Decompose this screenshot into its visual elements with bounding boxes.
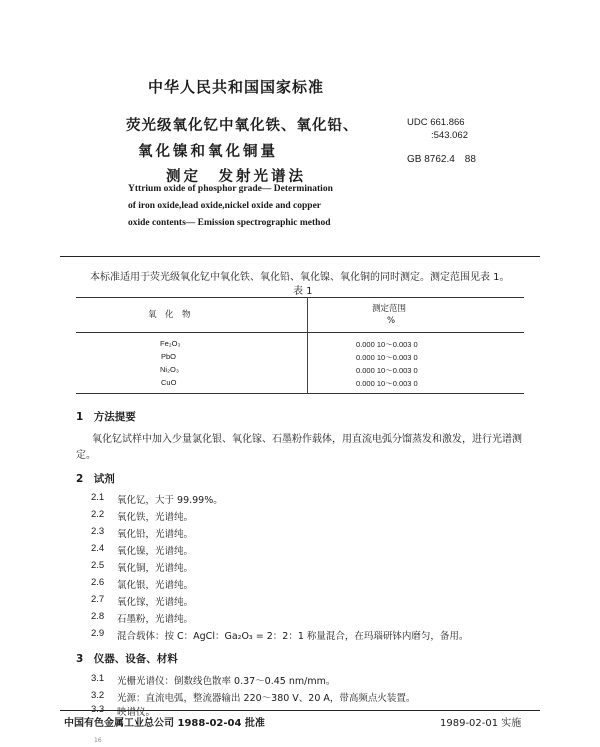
- reagent-text: 氧化铜，光谱纯。: [117, 563, 194, 574]
- table-header-range: 测定范围: [372, 304, 407, 314]
- table-cell-range: 0.000 10～0.003 0: [356, 353, 418, 362]
- table-caption: 表 1: [293, 286, 313, 297]
- table-top-border: [76, 297, 524, 298]
- table-cell-oxide: PbO: [161, 352, 177, 361]
- standard-title-line-1: 荧光级氧化钇中氧化铁、氧化铅、: [126, 118, 359, 134]
- table-column-divider: [307, 297, 308, 394]
- reagent-number: 2.3: [91, 526, 105, 537]
- header-divider: [60, 256, 540, 257]
- reagent-number: 2.2: [91, 509, 105, 520]
- reagent-number: 2.5: [91, 560, 105, 571]
- table-header-oxide: 氧 化 物: [148, 310, 191, 320]
- reagent-text: 氧化铅，光谱纯。: [117, 529, 194, 540]
- english-title-line-2: of iron oxide,lead oxide,nickel oxide and copper: [128, 201, 322, 211]
- reagent-text: 氧化镍，光谱纯。: [117, 546, 194, 557]
- table-cell-oxide: Ni₂O₃: [160, 365, 179, 374]
- english-title-line-3: oxide contents— Emission spectrographic method: [128, 218, 331, 228]
- reagent-number: 2.8: [91, 611, 105, 622]
- table-cell-range: 0.000 10～0.003 0: [356, 379, 418, 388]
- implementation-date: 1989-02-01 实施: [440, 718, 522, 729]
- equipment-number: 3.3: [91, 704, 105, 715]
- table-cell-oxide: Fe₂O₃: [160, 339, 181, 348]
- scope-paragraph: 本标准适用于荧光级氧化钇中氧化铁、氧化铅、氧化镍、氧化铜的同时测定。测定范围见表 1。: [90, 272, 510, 283]
- english-title-line-1: Yttrium oxide of phosphor grade— Determination: [128, 184, 333, 194]
- reagent-text: 氧化镓，光谱纯。: [117, 597, 194, 608]
- udc-code-line-1: UDC 661.866: [407, 117, 465, 128]
- table-bottom-border: [76, 393, 524, 394]
- section-2-heading: 2 试剂: [76, 473, 115, 485]
- equipment-text: 光栅光谱仪：倒数线色散率 0.37～0.45 nm/mm。: [117, 676, 336, 687]
- approval-line: 中国有色金属工业总公司 1988-02-04 批准: [64, 718, 265, 729]
- section-1-text: 氧化钇试样中加入少量氯化银、氧化镓、石墨粉作载体，用直流电弧分馏蒸发和激发，进行光谱测: [92, 434, 522, 445]
- standard-title-line-3: 测定 发射光谱法: [166, 169, 306, 185]
- standard-title-line-2: 氧化镍和氧化铜量: [138, 144, 278, 160]
- equipment-text: 映谱仪。: [117, 707, 156, 718]
- section-1-text-cont: 定。: [76, 450, 96, 461]
- reagent-number: 2.4: [91, 543, 105, 554]
- equipment-text: 光源：直流电弧，整流器输出 220～380 V、20 A，带高频点火装置。: [117, 693, 416, 704]
- reagent-number: 2.6: [91, 577, 105, 588]
- reagent-text: 石墨粉，光谱纯。: [117, 614, 194, 625]
- table-header-unit: %: [387, 316, 396, 326]
- gb-standard-number: GB 8762.4 88: [407, 154, 476, 165]
- table-cell-range: 0.000 10～0.003 0: [356, 366, 418, 375]
- reagent-text: 混合载体：按 C：AgCl：Ga₂O₃ = 2：2：1 称量混合，在玛瑙研钵内磨匀，备用。: [117, 631, 469, 642]
- section-1-heading: 1 方法提要: [76, 411, 136, 423]
- equipment-number: 3.1: [91, 673, 105, 684]
- reagent-text: 氧化钇，大于 99.99%。: [117, 495, 223, 506]
- standard-country-heading: 中华人民共和国国家标准: [148, 78, 325, 96]
- reagent-text: 氧化铁，光谱纯。: [117, 512, 194, 523]
- equipment-number: 3.2: [91, 690, 105, 701]
- reagent-text: 氯化银，光谱纯。: [117, 580, 194, 591]
- table-cell-range: 0.000 10～0.003 0: [356, 340, 418, 349]
- reagent-number: 2.7: [91, 594, 105, 605]
- udc-code-line-2: :543.062: [431, 130, 468, 141]
- footer-divider: [60, 710, 540, 711]
- table-header-border: [76, 332, 524, 333]
- section-3-heading: 3 仪器、设备、材料: [76, 653, 178, 665]
- table-cell-oxide: CuO: [161, 378, 177, 387]
- reagent-number: 2.1: [91, 492, 105, 503]
- page-mark: 16: [94, 737, 102, 744]
- reagent-number: 2.9: [91, 628, 105, 639]
